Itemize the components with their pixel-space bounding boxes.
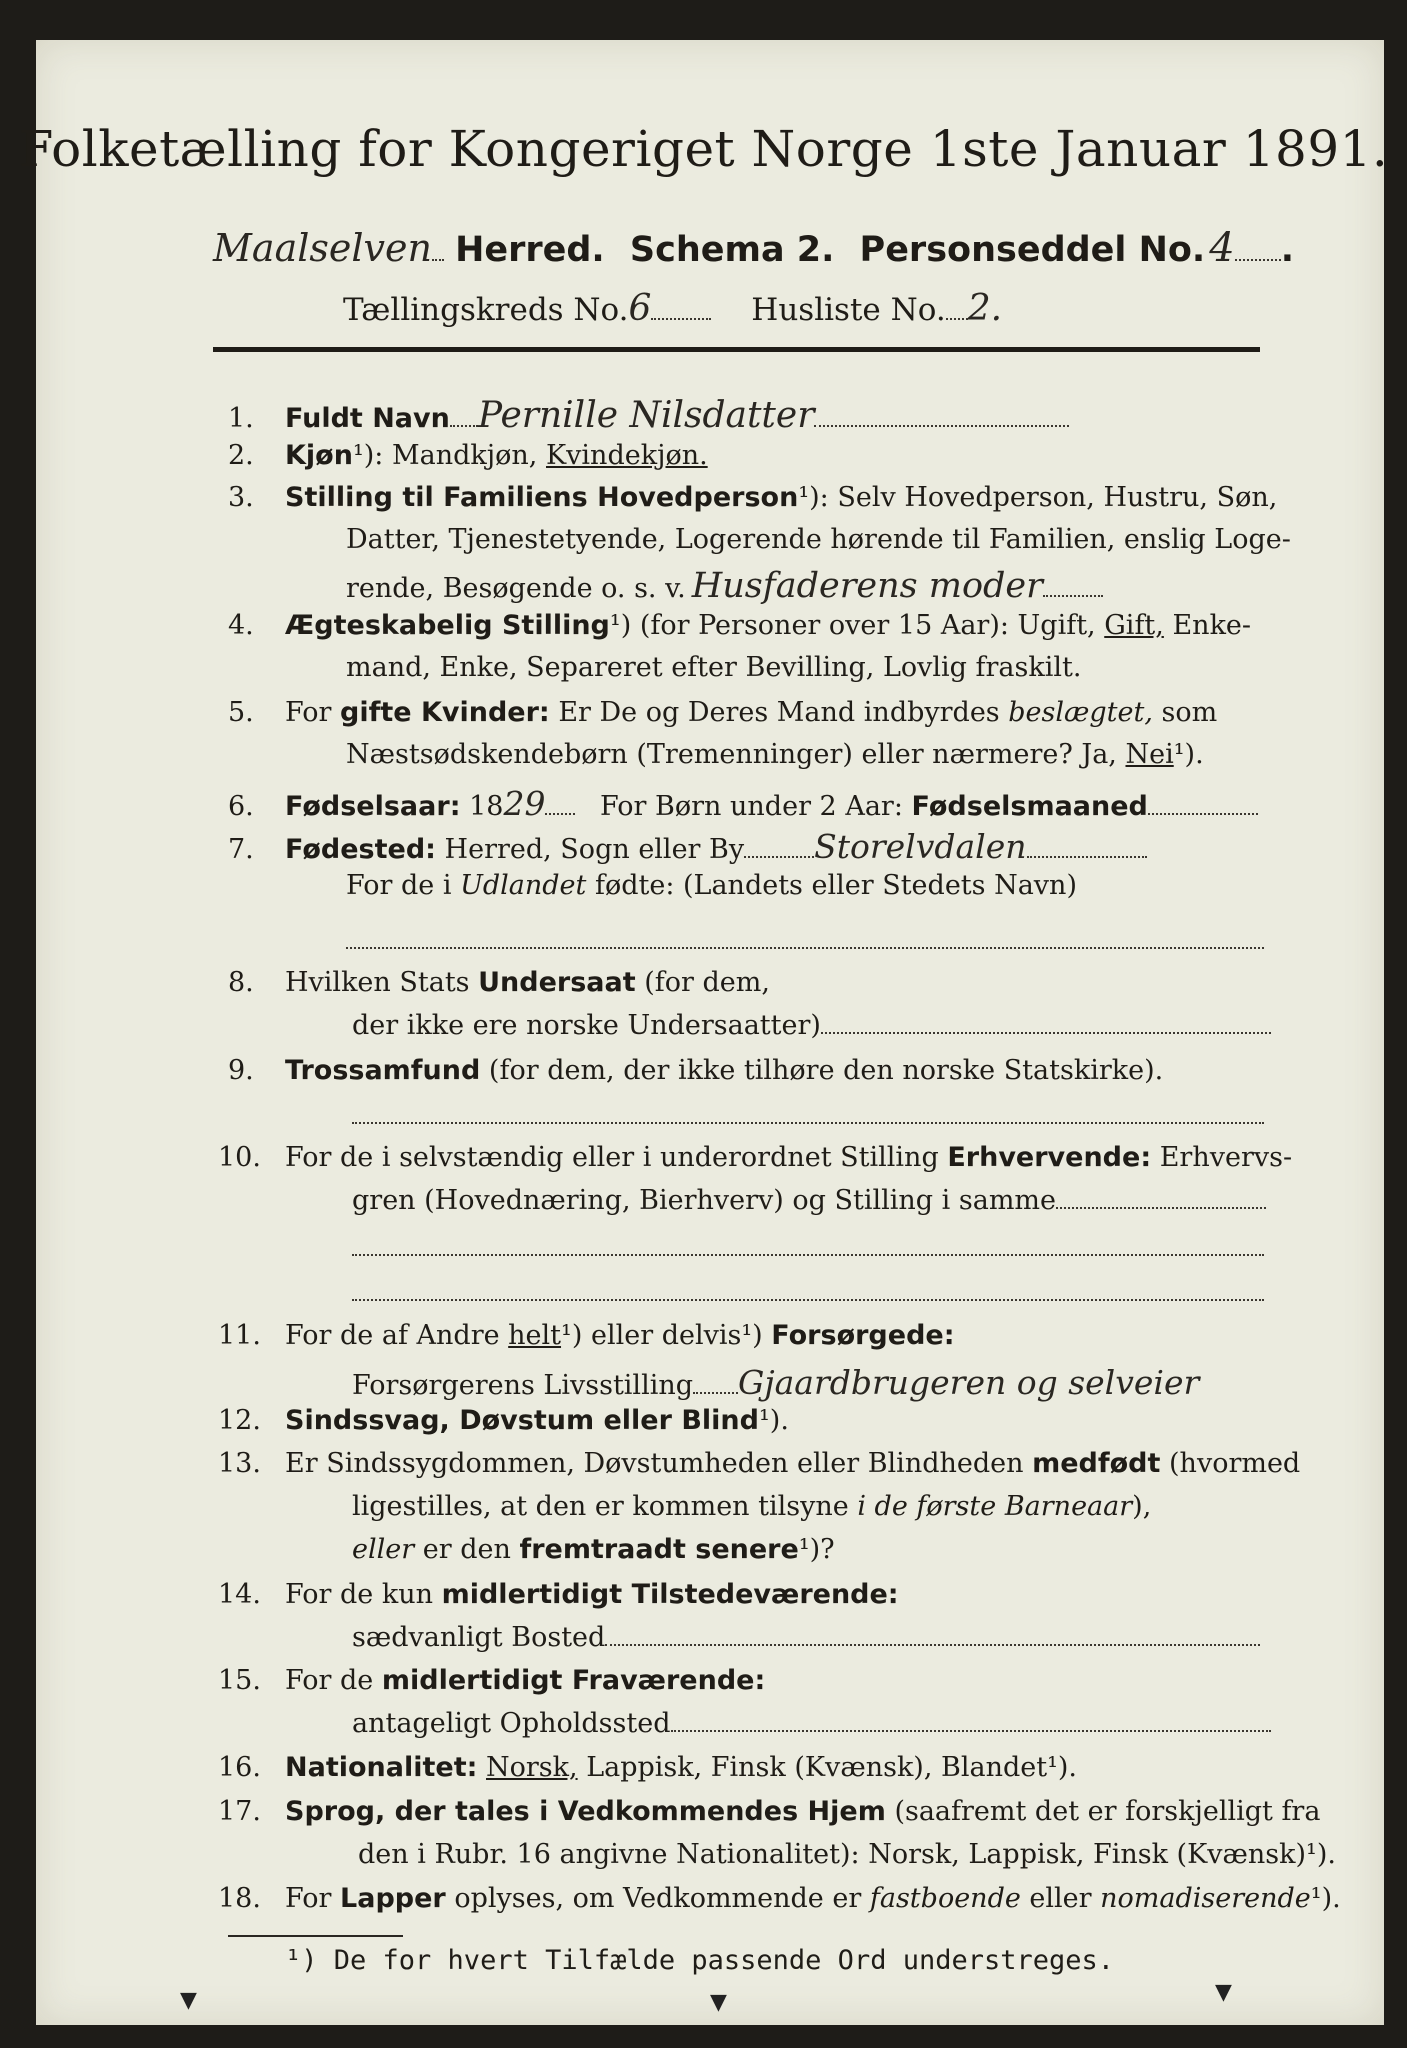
item-1-value: Pernille Nilsdatter [477, 395, 815, 436]
footnote: ¹) De for hvert Tilfælde passende Ord understreges. [285, 1945, 1115, 1976]
item-10: 10. For de i selvstændig eller i underordnet Stilling Erhvervende: Erhvervs- [218, 1142, 1293, 1173]
item-11: 11. For de af Andre helt¹) eller delvis¹) Forsørgede: [218, 1320, 955, 1351]
item-5: 5. For gifte Kvinder: Er De og Deres Mand indbyrdes beslægtet, som [228, 697, 1218, 728]
item-3: 3. Stilling til Familiens Hovedperson¹): Selv Hovedperson, Hustru, Søn, [228, 482, 1278, 513]
herred-line: Maalselven Herred. Schema 2. Personseddel No. 4 . [213, 225, 1294, 271]
kreds-value: 6 [628, 288, 652, 329]
item-7: 7. Fødested: Herred, Sogn eller By Storelvdalen [228, 827, 1147, 866]
item-2-underlined: Kvindekjøn. [546, 440, 708, 471]
item-4: 4. Ægteskabelig Stilling¹) (for Personer over 15 Aar): Ugift, Gift, Enke- [228, 610, 1252, 641]
item-11-underlined: helt [508, 1320, 562, 1351]
header-rule [213, 347, 1260, 352]
corner-mark-icon: ▼ [1215, 1980, 1232, 2005]
personseddel-label: Personseddel No. [859, 230, 1206, 270]
item-5-underlined: Nei [1125, 739, 1174, 770]
corner-mark-icon: ▼ [180, 1988, 197, 2013]
item-6: 6. Fødselsaar: 1829 For Børn under 2 Aar: Fødselsmaaned [228, 784, 1258, 823]
kreds-label: Tællingskreds No. [343, 292, 629, 328]
kreds-line [343, 288, 1002, 329]
item-14: 14. For de kun midlertidigt Tilstedeværende: [218, 1579, 899, 1610]
item-18: 18. For Lapper oplyses, om Vedkommende er fastboende eller nomadiserende¹). [218, 1883, 1341, 1914]
item-1-label: Fuldt Navn [285, 403, 450, 434]
husliste-label: Husliste No. [751, 292, 946, 328]
item-15: 15. For de midlertidigt Fraværende: [218, 1665, 766, 1696]
item-6-value: 29 [503, 784, 546, 823]
item-12: 12. Sindssvag, Døvstum eller Blind¹). [218, 1405, 789, 1436]
herred-label: Herred. [455, 230, 605, 270]
form-title: Folketælling for Kongeriget Norge 1ste Januar 1891. [18, 120, 1389, 178]
item-3-value: Husfaderens moder [691, 566, 1043, 606]
item-16: 16. Nationalitet: Norsk, Lappisk, Finsk (Kvænsk), Blandet¹). [218, 1752, 1078, 1783]
item-9: 9. Trossamfund (for dem, der ikke tilhøre den norske Statskirke). [228, 1055, 1164, 1086]
husliste-value: 2. [967, 288, 1003, 329]
item-11-value: Gjaardbrugeren og selveier [738, 1363, 1200, 1402]
item-17: 17. Sprog, der tales i Vedkommendes Hjem (saafremt det er forskjelligt fra [218, 1796, 1321, 1827]
item-7-value: Storelvdalen [814, 827, 1027, 866]
schema-label: Schema 2. [629, 230, 835, 270]
item-1: 1. Fuldt Navn Pernille Nilsdatter [228, 395, 1069, 436]
item-13: 13. Er Sindssygdommen, Døvstumheden eller Blindheden medfødt (hvormed [218, 1448, 1301, 1479]
footnote-rule [228, 1935, 403, 1937]
item-8: 8. Hvilken Stats Undersaat (for dem, [228, 967, 770, 998]
item-2: 2. Kjøn¹): Mandkjøn, Kvindekjøn. [228, 440, 708, 471]
herred-value: Maalselven [213, 226, 432, 270]
item-16-underlined: Norsk, [486, 1752, 578, 1783]
center-mark-icon: ▼ [710, 1990, 727, 2015]
personseddel-value: 4 [1209, 225, 1235, 271]
item-4-underlined: Gift, [1104, 610, 1164, 641]
